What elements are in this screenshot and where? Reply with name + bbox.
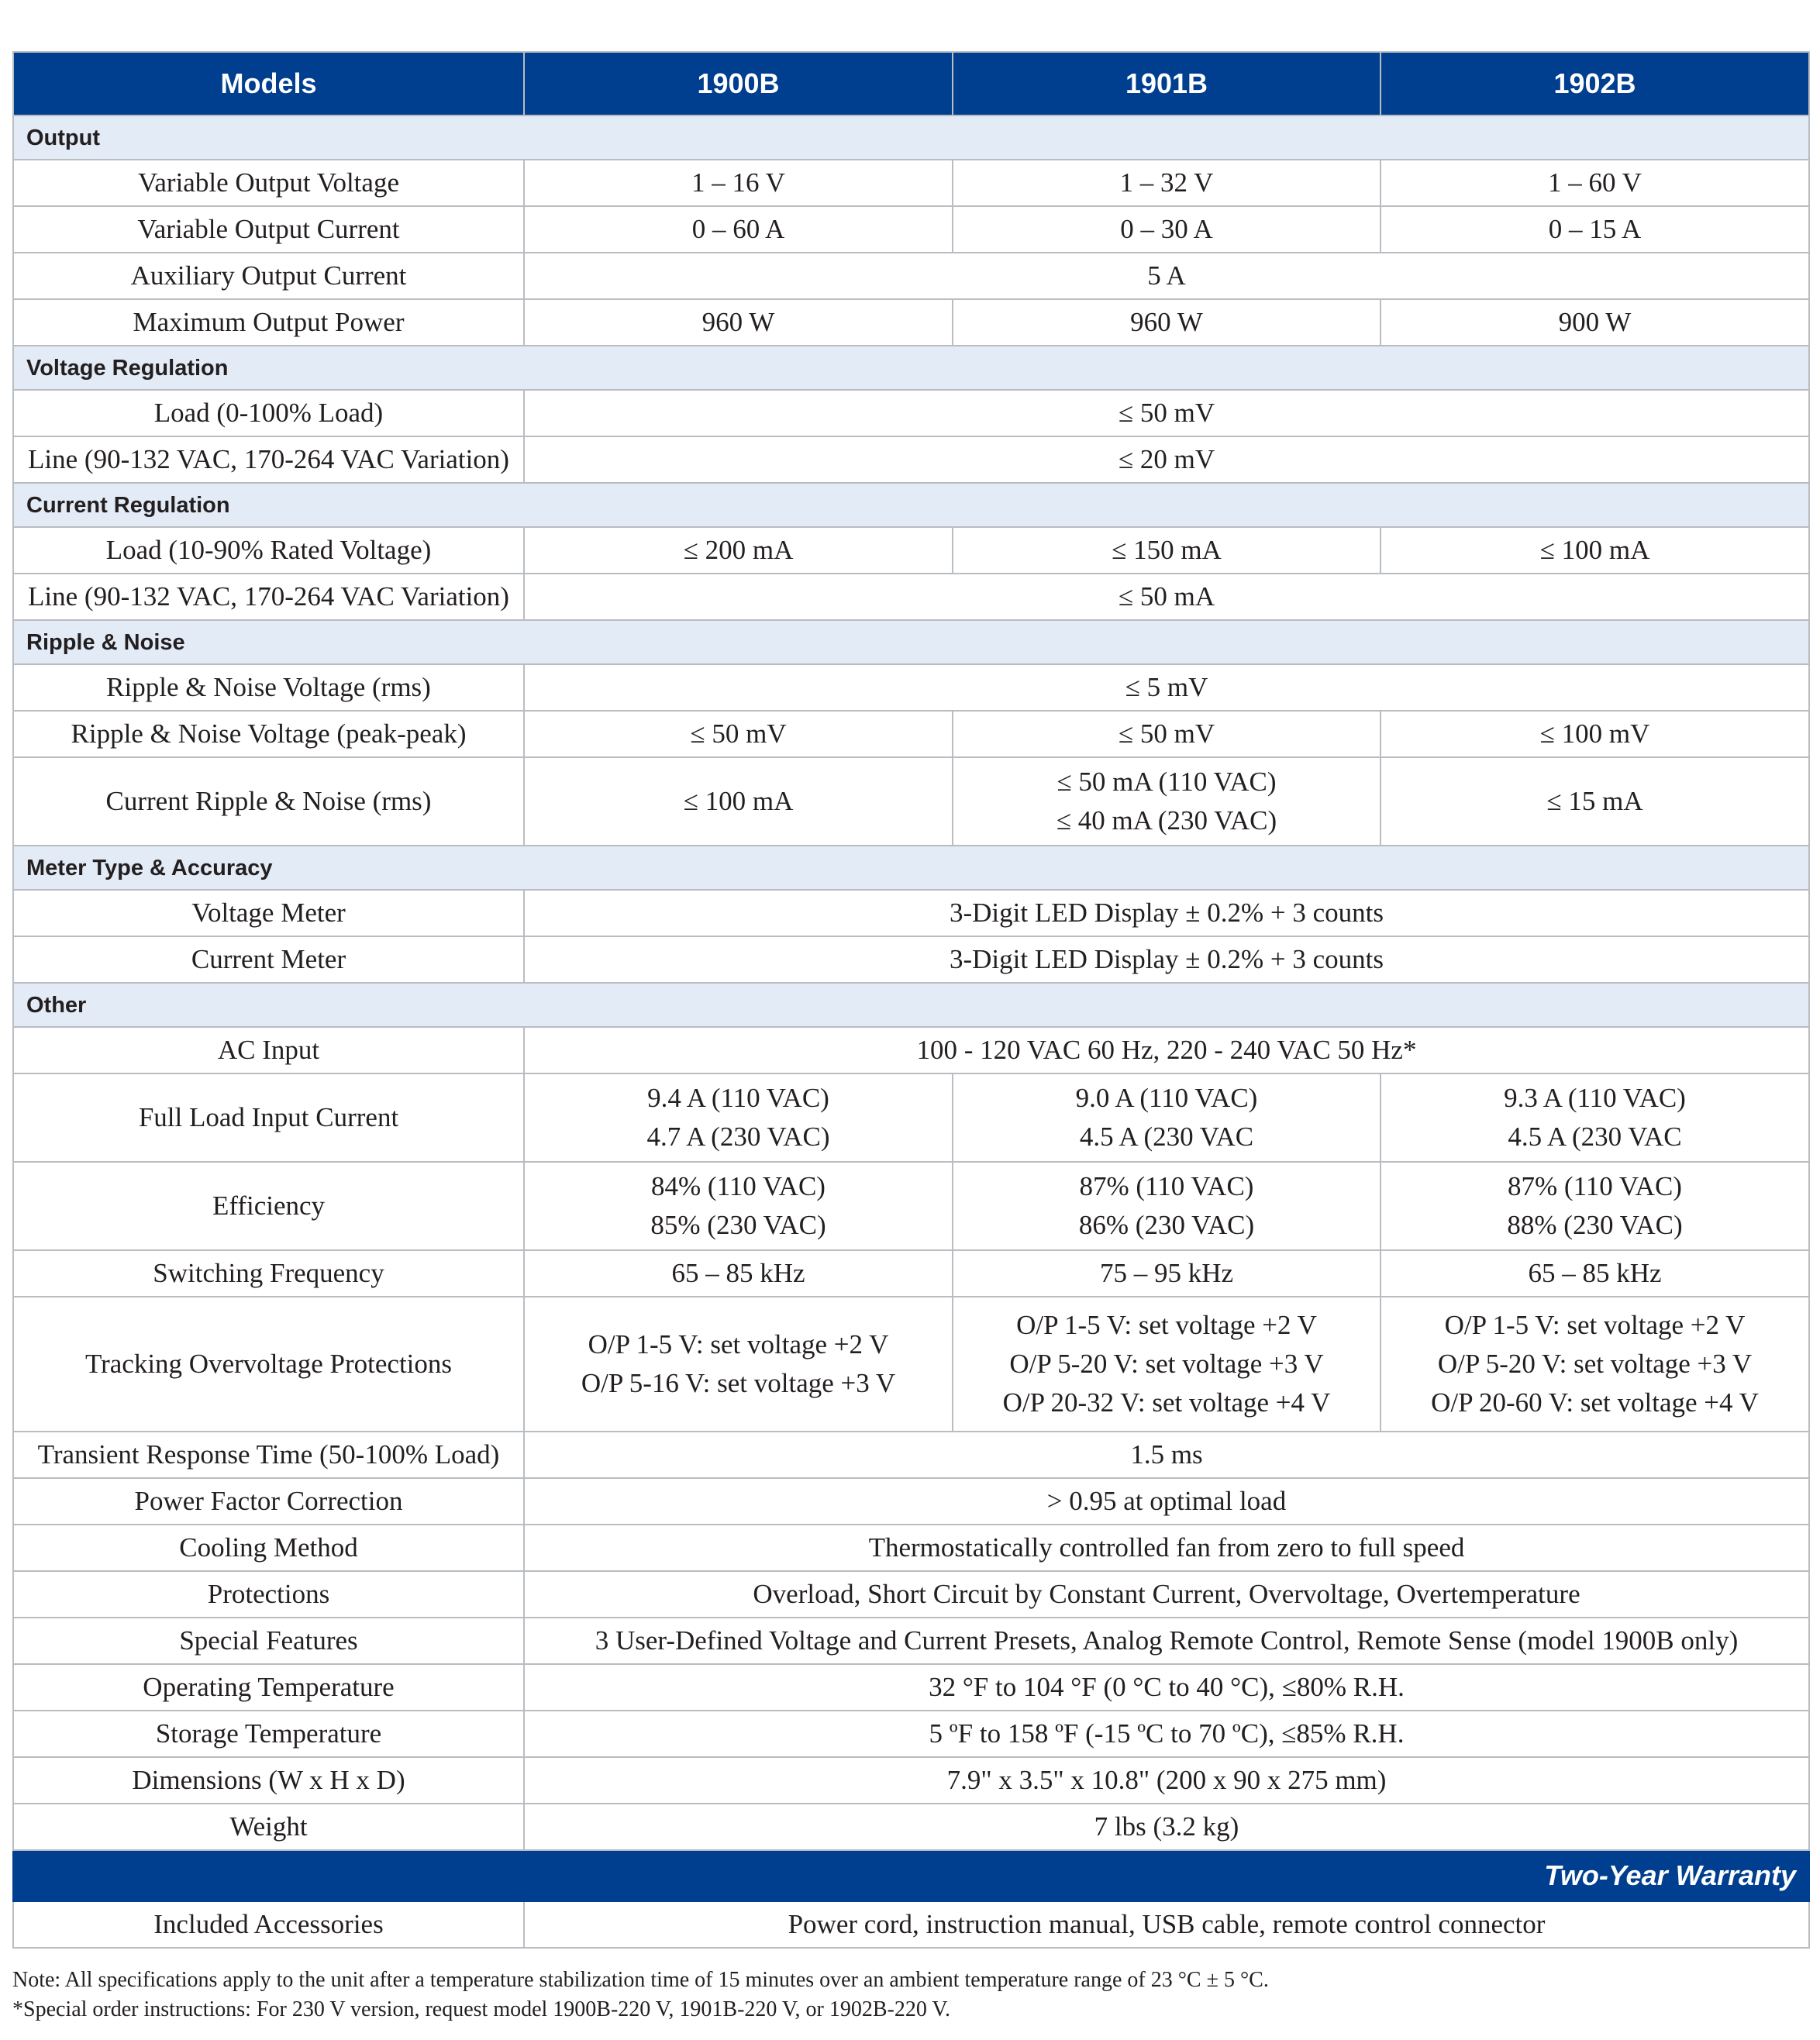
cell-line: 86% (230 VAC): [1078, 1210, 1255, 1240]
table-row: [13, 757, 1809, 846]
cell-line: ≤ 50 mA (110 VAC): [1056, 767, 1277, 797]
table-row: [13, 1901, 1809, 1948]
cell-line: 9.3 A (110 VAC): [1504, 1083, 1686, 1113]
cell-line: O/P 20-32 V: set voltage +4 V: [1002, 1387, 1331, 1418]
cell-all-models: 3 User-Defined Voltage and Current Presets, Analog Remote Control, Remote Sense (model 1900B only): [524, 1618, 1809, 1664]
cell-line: 88% (230 VAC): [1507, 1210, 1683, 1240]
cell-line: O/P 5-16 V: set voltage +3 V: [581, 1368, 896, 1398]
table-row: [13, 1664, 1809, 1711]
cell-all-models: 7.9" x 3.5" x 10.8" (200 x 90 x 275 mm): [524, 1757, 1809, 1804]
table-row: [13, 574, 1809, 620]
table-row: [13, 1804, 1809, 1850]
section-current-regulation: [13, 483, 1809, 527]
note-special-order: *Special order instructions: For 230 V version, request model 1900B-220 V, 1901B-220 V, or 1902B-220 V.: [12, 1997, 950, 2021]
row-label: Variable Output Voltage: [13, 160, 524, 206]
cell-line: 9.0 A (110 VAC): [1075, 1083, 1258, 1113]
cell-all-models: ≤ 5 mV: [524, 664, 1809, 711]
table-row: [13, 253, 1809, 299]
row-label: Line (90-132 VAC, 170-264 VAC Variation): [13, 574, 524, 620]
cell-1901b: [953, 1297, 1381, 1432]
row-label: Dimensions (W x H x D): [13, 1757, 524, 1804]
row-label: Line (90-132 VAC, 170-264 VAC Variation): [13, 436, 524, 483]
cell-line: O/P 20-60 V: set voltage +4 V: [1431, 1387, 1759, 1418]
table-row: [13, 936, 1809, 983]
table-row: [13, 1073, 1809, 1162]
cell-1900b: ≤ 50 mV: [524, 711, 953, 757]
spec-table: [12, 51, 1810, 1949]
row-label: Special Features: [13, 1618, 524, 1664]
cell-1900b: [524, 1162, 953, 1250]
cell-1900b: 0 – 60 A: [524, 206, 953, 253]
section-title: Ripple & Noise: [13, 620, 1809, 664]
table-row: [13, 436, 1809, 483]
row-label: Variable Output Current: [13, 206, 524, 253]
footnotes: [12, 1966, 1808, 2024]
table-row: [13, 1250, 1809, 1297]
cell-line: 85% (230 VAC): [650, 1210, 826, 1240]
cell-1902b: 900 W: [1381, 299, 1809, 346]
row-label: Included Accessories: [13, 1901, 524, 1948]
cell-line: 9.4 A (110 VAC): [647, 1083, 829, 1113]
cell-1901b: ≤ 50 mV: [953, 711, 1381, 757]
cell-1900b: 960 W: [524, 299, 953, 346]
cell-all-models: 100 - 120 VAC 60 Hz, 220 - 240 VAC 50 Hz*: [524, 1027, 1809, 1073]
section-ripple-noise: [13, 620, 1809, 664]
models-header: Models: [13, 52, 524, 115]
model-1902b-header: 1902B: [1381, 52, 1809, 115]
table-row: [13, 664, 1809, 711]
section-other: [13, 983, 1809, 1027]
table-row: [13, 390, 1809, 436]
model-1901b-header: 1901B: [953, 52, 1381, 115]
row-label: Switching Frequency: [13, 1250, 524, 1297]
section-title: Meter Type & Accuracy: [13, 846, 1809, 890]
cell-all-models: ≤ 20 mV: [524, 436, 1809, 483]
cell-line: 4.7 A (230 VAC): [646, 1122, 830, 1152]
table-row: [13, 1162, 1809, 1250]
table-row: [13, 711, 1809, 757]
cell-all-models: 3-Digit LED Display ± 0.2% + 3 counts: [524, 936, 1809, 983]
cell-line: 87% (110 VAC): [1508, 1171, 1682, 1201]
row-label: Ripple & Noise Voltage (rms): [13, 664, 524, 711]
row-label: Weight: [13, 1804, 524, 1850]
table-row: [13, 1027, 1809, 1073]
row-label: Voltage Meter: [13, 890, 524, 936]
header-row: [13, 52, 1809, 115]
table-row: [13, 160, 1809, 206]
cell-1900b: 1 – 16 V: [524, 160, 953, 206]
cell-1901b: [953, 757, 1381, 846]
cell-all-models: 1.5 ms: [524, 1432, 1809, 1478]
cell-1901b: [953, 1162, 1381, 1250]
section-title: Voltage Regulation: [13, 346, 1809, 390]
cell-line: O/P 1-5 V: set voltage +2 V: [1444, 1310, 1746, 1340]
cell-1902b: [1381, 1162, 1809, 1250]
warranty-row: [13, 1850, 1809, 1901]
spec-table-container: [12, 51, 1808, 1949]
cell-1902b: ≤ 15 mA: [1381, 757, 1809, 846]
cell-all-models: > 0.95 at optimal load: [524, 1478, 1809, 1525]
cell-all-models: 7 lbs (3.2 kg): [524, 1804, 1809, 1850]
table-row: [13, 299, 1809, 346]
cell-all-models: 3-Digit LED Display ± 0.2% + 3 counts: [524, 890, 1809, 936]
row-label: Current Ripple & Noise (rms): [13, 757, 524, 846]
row-label: Efficiency: [13, 1162, 524, 1250]
cell-1902b: [1381, 1073, 1809, 1162]
model-1900b-header: 1900B: [524, 52, 953, 115]
cell-line: 87% (110 VAC): [1079, 1171, 1254, 1201]
warranty-label: Two-Year Warranty: [13, 1850, 1809, 1901]
table-row: [13, 1571, 1809, 1618]
cell-1902b: ≤ 100 mV: [1381, 711, 1809, 757]
row-label: Maximum Output Power: [13, 299, 524, 346]
cell-1901b: [953, 1073, 1381, 1162]
cell-all-models: Power cord, instruction manual, USB cable, remote control connector: [524, 1901, 1809, 1948]
cell-1900b: [524, 1297, 953, 1432]
cell-line: O/P 5-20 V: set voltage +3 V: [1009, 1349, 1324, 1379]
cell-line: 4.5 A (230 VAC: [1508, 1122, 1682, 1152]
cell-all-models: 5 ºF to 158 ºF (-15 ºC to 70 ºC), ≤85% R.H.: [524, 1711, 1809, 1757]
cell-1901b: ≤ 150 mA: [953, 527, 1381, 574]
cell-1900b: ≤ 100 mA: [524, 757, 953, 846]
cell-line: ≤ 40 mA (230 VAC): [1056, 805, 1277, 836]
row-label: Current Meter: [13, 936, 524, 983]
table-row: [13, 1432, 1809, 1478]
row-label: Storage Temperature: [13, 1711, 524, 1757]
cell-1901b: 960 W: [953, 299, 1381, 346]
cell-1901b: 0 – 30 A: [953, 206, 1381, 253]
row-label: Protections: [13, 1571, 524, 1618]
section-title: Other: [13, 983, 1809, 1027]
cell-1902b: 0 – 15 A: [1381, 206, 1809, 253]
section-title: Output: [13, 115, 1809, 160]
row-label: Power Factor Correction: [13, 1478, 524, 1525]
cell-line: O/P 1-5 V: set voltage +2 V: [588, 1329, 889, 1359]
cell-all-models: Overload, Short Circuit by Constant Current, Overvoltage, Overtemperature: [524, 1571, 1809, 1618]
cell-all-models: ≤ 50 mA: [524, 574, 1809, 620]
row-label: Load (0-100% Load): [13, 390, 524, 436]
cell-1902b: [1381, 1297, 1809, 1432]
cell-1900b: 65 – 85 kHz: [524, 1250, 953, 1297]
cell-all-models: Thermostatically controlled fan from zero to full speed: [524, 1525, 1809, 1571]
section-voltage-regulation: [13, 346, 1809, 390]
cell-1900b: [524, 1073, 953, 1162]
row-label: Cooling Method: [13, 1525, 524, 1571]
note-temperature: Note: All specifications apply to the unit after a temperature stabilization time of 15 minutes over an ambient temperature range of 23 °C ± 5 °C.: [12, 1968, 1269, 1992]
section-meter: [13, 846, 1809, 890]
row-label: Ripple & Noise Voltage (peak-peak): [13, 711, 524, 757]
table-row: [13, 1478, 1809, 1525]
cell-all-models: 5 A: [524, 253, 1809, 299]
cell-line: 84% (110 VAC): [651, 1171, 826, 1201]
cell-all-models: ≤ 50 mV: [524, 390, 1809, 436]
cell-1902b: 65 – 85 kHz: [1381, 1250, 1809, 1297]
row-label: Auxiliary Output Current: [13, 253, 524, 299]
row-label: AC Input: [13, 1027, 524, 1073]
table-row: [13, 206, 1809, 253]
table-row: [13, 1618, 1809, 1664]
cell-line: 4.5 A (230 VAC: [1079, 1122, 1254, 1152]
table-row: [13, 1297, 1809, 1432]
table-row: [13, 527, 1809, 574]
cell-line: O/P 1-5 V: set voltage +2 V: [1016, 1310, 1317, 1340]
row-label: Tracking Overvoltage Protections: [13, 1297, 524, 1432]
table-row: [13, 1525, 1809, 1571]
table-row: [13, 1711, 1809, 1757]
row-label: Full Load Input Current: [13, 1073, 524, 1162]
cell-1900b: ≤ 200 mA: [524, 527, 953, 574]
cell-1902b: ≤ 100 mA: [1381, 527, 1809, 574]
cell-1902b: 1 – 60 V: [1381, 160, 1809, 206]
section-output: [13, 115, 1809, 160]
cell-all-models: 32 °F to 104 °F (0 °C to 40 °C), ≤80% R.H.: [524, 1664, 1809, 1711]
section-title: Current Regulation: [13, 483, 1809, 527]
cell-1901b: 1 – 32 V: [953, 160, 1381, 206]
cell-1901b: 75 – 95 kHz: [953, 1250, 1381, 1297]
table-row: [13, 1757, 1809, 1804]
row-label: Transient Response Time (50-100% Load): [13, 1432, 524, 1478]
cell-line: O/P 5-20 V: set voltage +3 V: [1437, 1349, 1753, 1379]
table-row: [13, 890, 1809, 936]
row-label: Operating Temperature: [13, 1664, 524, 1711]
row-label: Load (10-90% Rated Voltage): [13, 527, 524, 574]
